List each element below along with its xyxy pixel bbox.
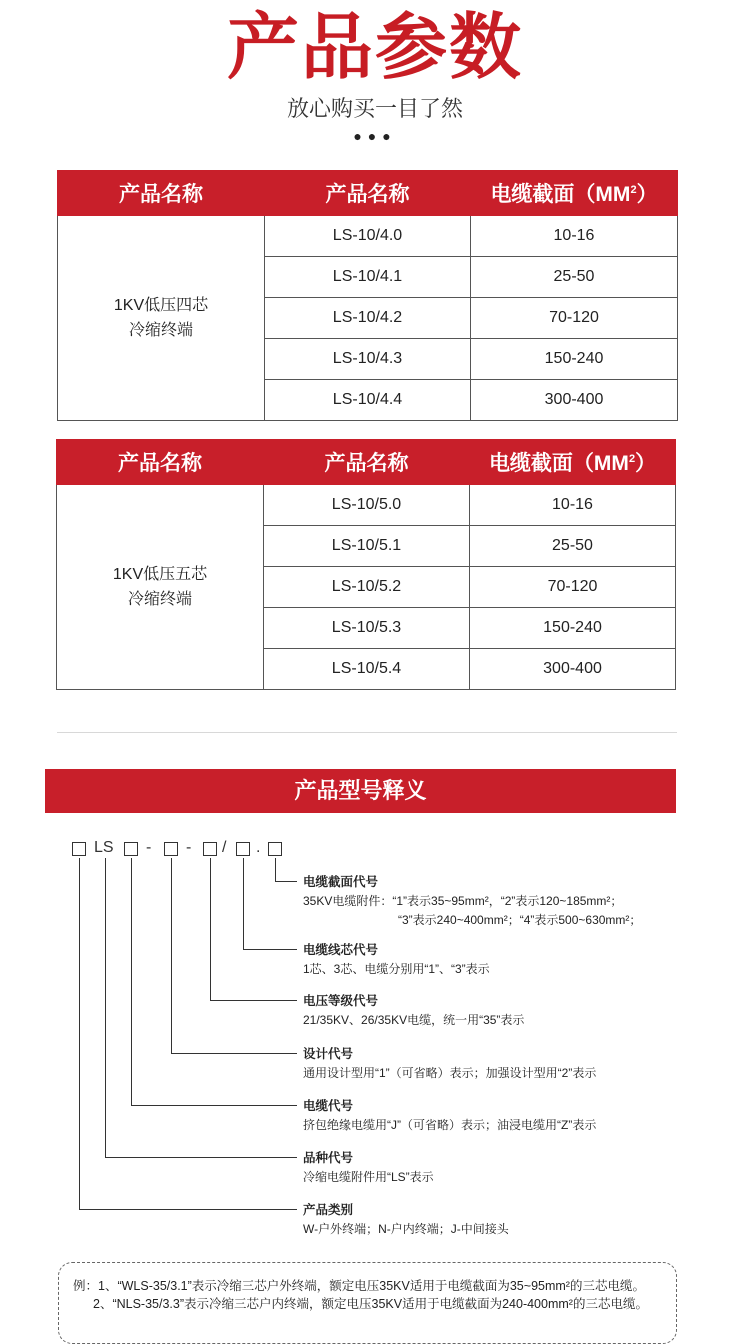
table-header-product-name: 产品名称 [58,171,265,216]
item-text: W-户外终端；N-户内终端；J-中间接头 [303,1222,509,1236]
section-cell: 10-16 [470,485,676,526]
decorative-dots: ●●● [353,128,397,144]
connector-line [243,949,297,950]
connector-line [275,881,297,882]
section-divider [57,732,677,733]
code-box [203,842,217,856]
item-title: 电缆代号 [303,1099,354,1113]
code-box [236,842,250,856]
table-header-section: 电缆截面$(MM^2)$ [471,171,678,216]
item-text: “3”表示240~400mm²；“4”表示500~630mm²； [398,913,642,927]
item-text: 1芯、3芯、电缆分别用“1”、“3”表示 [303,962,490,976]
model-cell: LS-10/4.1 [265,257,471,298]
connector-line [131,858,132,1106]
product-group-name: 1KV低压四芯 冷缩终端 [58,216,265,421]
code-dot: . [256,839,261,856]
model-cell: LS-10/4.4 [265,380,471,421]
connector-line [210,1000,297,1001]
code-box [268,842,282,856]
section-cell: 10-16 [471,216,678,257]
example-note-line: 2、“NLS-35/3.3”表示冷缩三芯户内终端，额定电压35KV适用于电缆截面为240-400mm²的三芯电缆。 [93,1297,648,1311]
page-subtitle: 放心购买一目了然 [286,96,463,121]
section-cell: 150-240 [471,339,678,380]
item-text: 通用设计型用“1”（可省略）表示；加强设计型用“2”表示 [303,1066,597,1080]
item-title: 电压等级代号 [303,994,379,1008]
table-header-product-name: 产品名称 [57,440,264,485]
model-cell: LS-10/5.3 [264,608,470,649]
model-cell: LS-10/5.0 [264,485,470,526]
example-note-line: 例：1、“WLS-35/3.1”表示冷缩三芯户外终端，额定电压35KV适用于电缆截面为35~95mm²的三芯电缆。 [73,1279,645,1293]
product-group-name: 1KV低压五芯 冷缩终端 [57,485,264,690]
model-cell: LS-10/4.2 [265,298,471,339]
connector-line [171,1053,297,1054]
item-text: 35KV电缆附件：“1”表示35~95mm²，“2”表示120~185mm²； [303,894,623,908]
connector-line [79,1209,297,1210]
item-text: 挤包绝缘电缆用“J”（可省略）表示；油浸电缆用“Z”表示 [303,1118,597,1132]
connector-line [171,858,172,1054]
code-slash: / [222,839,227,856]
connector-line [275,858,276,882]
connector-line [79,858,80,1210]
model-cell: LS-10/5.4 [264,649,470,690]
connector-line [243,858,244,950]
code-dash: - [146,839,152,856]
section-cell: 25-50 [470,526,676,567]
item-title: 电缆截面代号 [303,875,379,889]
connector-line [210,858,211,1001]
item-title: 产品类别 [303,1203,354,1217]
table-header-model: 产品名称 [265,171,471,216]
code-ls: LS [94,839,114,856]
item-text: 21/35KV、26/35KV电缆，统一用“35”表示 [303,1013,525,1027]
item-title: 设计代号 [303,1047,354,1061]
section-cell: 70-120 [471,298,678,339]
section-cell: 300-400 [470,649,676,690]
model-cell: LS-10/5.1 [264,526,470,567]
section-cell: 70-120 [470,567,676,608]
table-header-section: 电缆截面$(MM^2)$ [470,440,676,485]
code-dash: - [186,839,192,856]
code-box [124,842,138,856]
connector-line [105,858,106,1158]
item-title: 品种代号 [303,1151,354,1165]
table-header-model: 产品名称 [264,440,470,485]
section-cell: 300-400 [471,380,678,421]
section-cell: 150-240 [470,608,676,649]
item-title: 电缆线芯代号 [303,943,379,957]
model-cell: LS-10/4.3 [265,339,471,380]
code-box [72,842,86,856]
model-cell: LS-10/4.0 [265,216,471,257]
connector-line [105,1157,297,1158]
spec-table-5-core [56,439,676,690]
model-section-title: 产品型号释义 [45,769,676,813]
model-cell: LS-10/5.2 [264,567,470,608]
connector-line [131,1105,297,1106]
item-text: 冷缩电缆附件用“LS”表示 [303,1170,434,1184]
code-box [164,842,178,856]
section-cell: 25-50 [471,257,678,298]
spec-table-4-core [57,170,678,421]
page-title: 产品参数 [226,5,523,89]
